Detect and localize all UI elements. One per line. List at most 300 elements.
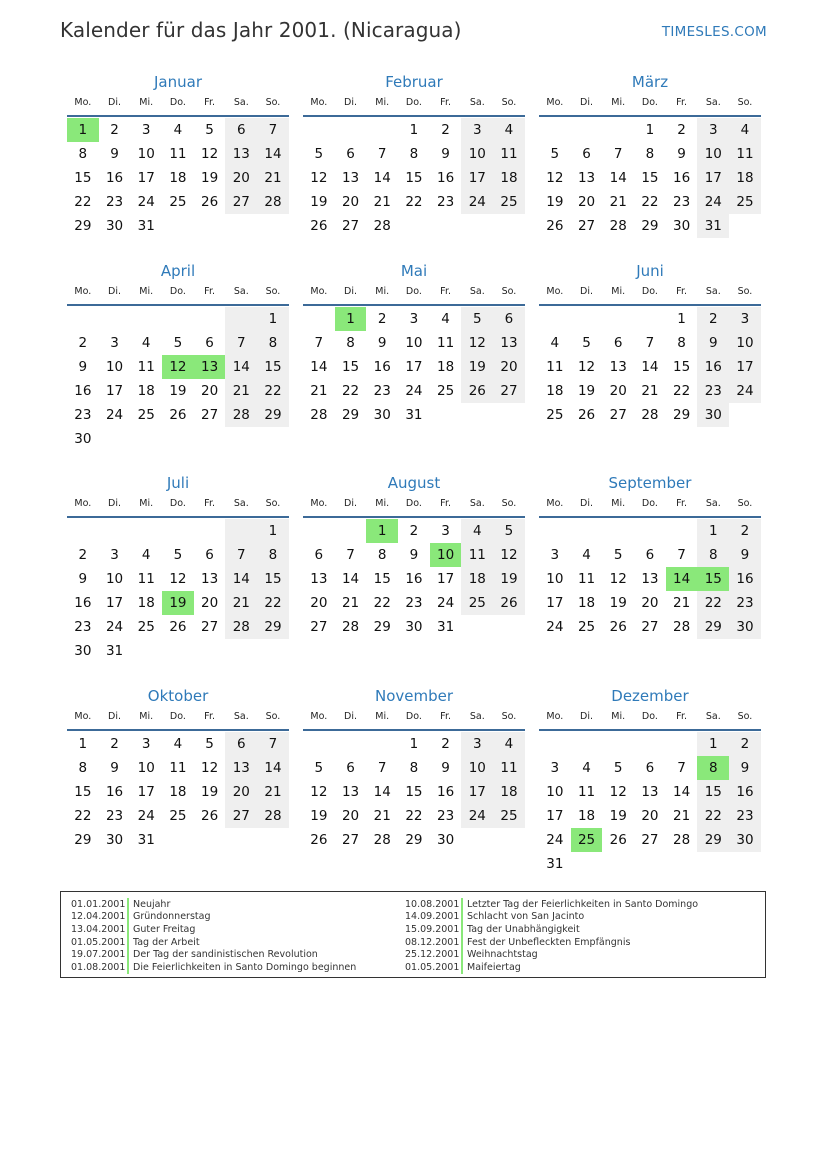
empty-cell: [571, 732, 603, 756]
day-cell: 11: [169, 146, 187, 162]
day-cell: 30: [373, 407, 391, 423]
day-cell: 20: [641, 808, 659, 824]
weekday-label: Do.: [169, 711, 186, 722]
day-cell: 7: [346, 547, 355, 563]
day-cell: 5: [613, 547, 623, 563]
weekday-label: Do.: [405, 286, 422, 297]
empty-cell: [493, 615, 525, 639]
day-cell: 17: [729, 355, 761, 379]
empty-cell: [666, 852, 698, 876]
day-cell: 6: [582, 146, 591, 162]
day-cell: 22: [257, 379, 289, 403]
day-cell: 30: [697, 403, 729, 427]
legend-entry: [405, 911, 698, 924]
empty-cell: [130, 519, 162, 543]
day-cell: 6: [346, 760, 355, 776]
day-cell: 12: [310, 170, 328, 186]
empty-cell: [225, 828, 257, 852]
day-cell: 1: [645, 122, 655, 138]
day-cell: 20: [225, 780, 257, 804]
empty-cell: [225, 307, 257, 331]
weekday-label: Do.: [169, 286, 186, 297]
weekday-label: Mo.: [310, 711, 328, 722]
legend-marker: [127, 948, 129, 961]
day-cell: 28: [225, 615, 257, 639]
month-name: Januar: [154, 73, 202, 91]
day-cell: 31: [137, 832, 155, 848]
weekday-label: Di.: [344, 97, 358, 108]
empty-cell: [571, 519, 603, 543]
brand-link[interactable]: TIMESLES.COM: [661, 24, 767, 40]
legend-entry: [405, 948, 698, 961]
day-cell: 23: [105, 808, 124, 824]
weekday-label: So.: [737, 286, 753, 297]
day-cell: 12: [310, 784, 328, 800]
day-grid: [539, 307, 761, 427]
month-name: Mai: [400, 262, 428, 280]
day-cell: 11: [577, 571, 596, 587]
day-cell: 19: [609, 595, 627, 611]
empty-cell: [130, 639, 162, 663]
weekday-header: [303, 93, 525, 117]
legend-entry: [71, 898, 356, 911]
day-cell: 27: [341, 832, 360, 848]
legend-marker: [461, 948, 463, 961]
day-cell: 12: [169, 571, 187, 587]
page-title: Kalender für das Jahr 2001. (Nicaragua): [60, 18, 462, 42]
day-cell: 13: [225, 756, 257, 780]
weekday-label: Fr.: [440, 286, 451, 297]
day-cell: 27: [641, 832, 659, 848]
weekday-header: [539, 93, 761, 117]
empty-cell: [194, 519, 226, 543]
weekday-label: Fr.: [440, 711, 451, 722]
day-cell: 23: [729, 591, 761, 615]
day-cell: 17: [461, 780, 493, 804]
weekday-label: Di.: [580, 97, 594, 108]
empty-cell: [99, 307, 131, 331]
day-cell: 28: [257, 190, 289, 214]
day-cell: 22: [641, 194, 659, 210]
legend-holiday-name: Die Feierlichkeiten in Santo Domingo beginnen: [133, 961, 357, 973]
legend-holiday-name: Tag der Unabhängigkeit: [467, 923, 580, 935]
weekday-label: Mo.: [310, 498, 328, 509]
day-cell: 16: [697, 355, 729, 379]
day-cell: 18: [577, 808, 596, 824]
weekday-label: Do.: [641, 97, 658, 108]
legend-marker: [127, 961, 129, 974]
empty-cell: [666, 732, 698, 756]
day-cell: 25: [577, 619, 596, 635]
empty-cell: [257, 427, 289, 451]
day-cell: 3: [110, 547, 119, 563]
legend-date: 01.05.2001: [405, 961, 460, 973]
legend-column-right: [405, 898, 698, 974]
day-cell: 4: [582, 547, 591, 563]
legend-date: 19.07.2001: [71, 949, 126, 961]
day-cell: 11: [137, 359, 155, 375]
day-cell: 27: [341, 218, 360, 234]
day-cell: 23: [673, 194, 691, 210]
weekday-header: [303, 707, 525, 731]
legend-entry: [405, 923, 698, 936]
day-cell: 22: [697, 804, 729, 828]
empty-cell: [634, 307, 666, 331]
day-cell: 27: [225, 190, 257, 214]
day-cell: 22: [341, 383, 360, 399]
empty-cell: [225, 427, 257, 451]
day-cell: 24: [729, 379, 761, 403]
day-cell: 4: [493, 732, 525, 756]
day-cell: 16: [437, 170, 455, 186]
day-cell: 7: [257, 118, 289, 142]
legend-date: 10.08.2001: [405, 898, 460, 910]
day-cell: 18: [169, 784, 187, 800]
weekday-label: Mo.: [546, 97, 564, 108]
day-cell: 26: [546, 218, 564, 234]
day-cell: 24: [137, 808, 155, 824]
day-cell: 3: [441, 523, 450, 539]
weekday-label: Mo.: [546, 711, 564, 722]
empty-cell: [602, 519, 634, 543]
day-cell: 8: [409, 760, 419, 776]
day-cell: 31: [105, 643, 124, 659]
weekday-label: Di.: [580, 498, 594, 509]
day-cell: 10: [105, 571, 124, 587]
weekday-label: Do.: [641, 286, 658, 297]
weekday-label: Do.: [641, 498, 658, 509]
day-grid: [67, 732, 289, 852]
day-cell: 5: [314, 146, 324, 162]
day-grid: [303, 519, 525, 639]
day-cell: 10: [546, 571, 564, 587]
weekday-label: So.: [737, 498, 753, 509]
day-cell: 31: [437, 619, 455, 635]
weekday-header: [67, 282, 289, 306]
day-cell: 22: [405, 194, 423, 210]
day-cell: 1: [409, 122, 419, 138]
holiday-day-cell: 15: [697, 567, 729, 591]
day-cell: 23: [437, 194, 455, 210]
day-cell: 26: [577, 407, 596, 423]
empty-cell: [257, 828, 289, 852]
empty-cell: [257, 214, 289, 238]
empty-cell: [602, 732, 634, 756]
legend-entry: [71, 948, 356, 961]
empty-cell: [162, 828, 194, 852]
day-cell: 25: [729, 190, 761, 214]
day-cell: 18: [437, 359, 455, 375]
day-cell: 25: [461, 591, 493, 615]
day-cell: 8: [346, 335, 355, 351]
weekday-label: Fr.: [204, 97, 215, 108]
day-cell: 31: [405, 407, 423, 423]
weekday-label: Di.: [580, 286, 594, 297]
day-cell: 27: [609, 407, 627, 423]
day-cell: 13: [341, 170, 360, 186]
empty-cell: [539, 519, 571, 543]
day-cell: 22: [673, 383, 691, 399]
day-cell: 25: [169, 808, 187, 824]
day-cell: 17: [137, 170, 155, 186]
day-cell: 18: [137, 595, 155, 611]
day-cell: 21: [673, 595, 691, 611]
day-cell: 28: [373, 832, 391, 848]
day-cell: 3: [409, 311, 419, 327]
empty-cell: [303, 307, 335, 331]
month-name: Februar: [385, 73, 443, 91]
day-cell: 3: [461, 118, 493, 142]
day-cell: 26: [461, 379, 493, 403]
day-cell: 26: [310, 218, 328, 234]
weekday-label: Mi.: [611, 286, 626, 297]
day-cell: 26: [609, 832, 627, 848]
legend-entry: [71, 923, 356, 936]
day-cell: 3: [550, 760, 560, 776]
empty-cell: [539, 732, 571, 756]
legend-holiday-name: Maifeiertag: [467, 961, 521, 973]
day-cell: 19: [493, 567, 525, 591]
day-cell: 5: [493, 519, 525, 543]
day-cell: 30: [729, 615, 761, 639]
day-cell: 9: [110, 146, 119, 162]
weekday-label: So.: [737, 97, 753, 108]
weekday-label: Do.: [641, 711, 658, 722]
day-cell: 30: [437, 832, 455, 848]
weekday-label: Sa.: [233, 97, 249, 108]
weekday-label: Fr.: [676, 97, 687, 108]
day-cell: 25: [493, 804, 525, 828]
day-cell: 6: [493, 307, 525, 331]
day-cell: 28: [373, 218, 391, 234]
month-5: [303, 260, 525, 427]
empty-cell: [461, 214, 493, 238]
day-cell: 1: [697, 732, 729, 756]
day-grid: [67, 519, 289, 663]
legend-marker: [461, 936, 463, 949]
day-cell: 8: [677, 335, 686, 351]
day-cell: 24: [137, 194, 155, 210]
weekday-label: Sa.: [469, 286, 485, 297]
day-cell: 11: [493, 756, 525, 780]
empty-cell: [225, 639, 257, 663]
day-cell: 28: [257, 804, 289, 828]
weekday-label: Do.: [405, 711, 422, 722]
weekday-label: So.: [501, 97, 517, 108]
holiday-day-cell: 25: [571, 828, 603, 852]
legend-date: 01.08.2001: [71, 961, 126, 973]
day-cell: 31: [546, 856, 564, 872]
day-cell: 31: [697, 214, 729, 238]
weekday-header: [539, 707, 761, 731]
day-cell: 16: [105, 170, 124, 186]
weekday-label: Di.: [344, 286, 358, 297]
day-cell: 5: [550, 146, 560, 162]
weekday-label: So.: [737, 711, 753, 722]
day-cell: 24: [546, 619, 564, 635]
day-cell: 15: [673, 359, 691, 375]
day-cell: 14: [373, 170, 391, 186]
day-cell: 17: [105, 383, 124, 399]
day-cell: 18: [546, 383, 564, 399]
weekday-label: Di.: [108, 286, 122, 297]
day-cell: 29: [74, 218, 92, 234]
day-cell: 19: [546, 194, 564, 210]
weekday-label: Sa.: [233, 498, 249, 509]
day-cell: 5: [205, 122, 214, 138]
day-cell: 21: [341, 595, 360, 611]
holiday-day-cell: 8: [697, 756, 729, 780]
weekday-label: Mi.: [375, 97, 390, 108]
day-cell: 30: [105, 218, 124, 234]
day-cell: 21: [609, 194, 627, 210]
day-grid: [539, 519, 761, 639]
weekday-label: So.: [265, 286, 281, 297]
day-cell: 26: [609, 619, 627, 635]
empty-cell: [634, 852, 666, 876]
day-cell: 9: [697, 331, 729, 355]
day-cell: 3: [550, 547, 560, 563]
empty-cell: [257, 639, 289, 663]
day-cell: 16: [74, 595, 92, 611]
month-7: [67, 472, 289, 663]
day-cell: 23: [729, 804, 761, 828]
legend-entry: [405, 936, 698, 949]
day-cell: 26: [493, 591, 525, 615]
weekday-label: Do.: [405, 498, 422, 509]
day-cell: 7: [613, 146, 623, 162]
legend-holiday-name: Gründonnerstag: [133, 911, 211, 923]
weekday-label: Sa.: [469, 97, 485, 108]
day-grid: [303, 118, 525, 238]
empty-cell: [493, 403, 525, 427]
month-6: [539, 260, 761, 427]
legend-marker: [461, 911, 463, 924]
weekday-label: So.: [501, 711, 517, 722]
weekday-label: Mi.: [375, 498, 390, 509]
day-cell: 28: [310, 407, 328, 423]
day-cell: 29: [697, 828, 729, 852]
day-cell: 11: [546, 359, 564, 375]
weekday-label: Sa.: [469, 498, 485, 509]
weekday-label: Sa.: [469, 711, 485, 722]
empty-cell: [398, 214, 430, 238]
weekday-label: Di.: [108, 711, 122, 722]
day-cell: 2: [78, 335, 88, 351]
day-grid: [67, 118, 289, 238]
day-cell: 4: [582, 760, 591, 776]
legend-date: 01.01.2001: [71, 898, 126, 910]
day-cell: 26: [201, 808, 219, 824]
day-cell: 29: [405, 832, 423, 848]
month-12: [539, 685, 761, 876]
day-cell: 10: [461, 756, 493, 780]
weekday-label: Mo.: [74, 498, 92, 509]
day-cell: 24: [437, 595, 455, 611]
day-cell: 6: [225, 118, 257, 142]
day-cell: 14: [641, 359, 659, 375]
legend-marker: [461, 923, 463, 936]
weekday-header: [67, 93, 289, 117]
day-cell: 19: [461, 355, 493, 379]
empty-cell: [162, 639, 194, 663]
day-cell: 13: [641, 784, 659, 800]
day-cell: 13: [310, 571, 328, 587]
day-cell: 3: [141, 736, 151, 752]
weekday-header: [539, 494, 761, 518]
empty-cell: [194, 828, 226, 852]
day-cell: 9: [78, 359, 88, 375]
day-cell: 11: [493, 142, 525, 166]
day-cell: 9: [441, 760, 450, 776]
day-cell: 16: [729, 780, 761, 804]
day-cell: 25: [137, 407, 155, 423]
day-cell: 27: [577, 218, 596, 234]
day-cell: 13: [225, 142, 257, 166]
weekday-label: Sa.: [705, 286, 721, 297]
day-cell: 10: [105, 359, 124, 375]
empty-cell: [571, 852, 603, 876]
day-cell: 20: [341, 194, 360, 210]
month-11: [303, 685, 525, 852]
day-cell: 5: [173, 335, 183, 351]
empty-cell: [194, 639, 226, 663]
weekday-label: Mo.: [74, 97, 92, 108]
weekday-label: Di.: [580, 711, 594, 722]
weekday-label: Mo.: [546, 286, 564, 297]
day-cell: 9: [677, 146, 686, 162]
day-cell: 22: [697, 591, 729, 615]
day-cell: 8: [78, 146, 88, 162]
day-cell: 9: [110, 760, 119, 776]
empty-cell: [602, 118, 634, 142]
day-grid: [67, 307, 289, 451]
day-cell: 21: [373, 808, 391, 824]
day-cell: 29: [673, 407, 691, 423]
day-cell: 14: [609, 170, 627, 186]
empty-cell: [130, 307, 162, 331]
day-cell: 11: [169, 760, 187, 776]
empty-cell: [67, 519, 99, 543]
weekday-header: [67, 494, 289, 518]
day-cell: 20: [641, 595, 659, 611]
legend-date: 15.09.2001: [405, 923, 460, 935]
day-cell: 29: [641, 218, 659, 234]
weekday-label: Mi.: [139, 286, 154, 297]
day-cell: 4: [173, 122, 183, 138]
empty-cell: [194, 307, 226, 331]
weekday-label: Mo.: [310, 97, 328, 108]
day-cell: 10: [461, 142, 493, 166]
day-cell: 27: [225, 804, 257, 828]
day-cell: 4: [141, 335, 151, 351]
month-10: [67, 685, 289, 852]
day-cell: 19: [169, 383, 187, 399]
day-cell: 14: [373, 784, 391, 800]
weekday-header: [539, 282, 761, 306]
day-cell: 1: [257, 519, 289, 543]
day-cell: 2: [110, 122, 119, 138]
empty-cell: [430, 214, 462, 238]
month-name: Dezember: [611, 687, 689, 705]
day-grid: [303, 307, 525, 427]
day-cell: 21: [373, 194, 391, 210]
day-cell: 25: [437, 383, 455, 399]
weekday-label: Fr.: [204, 498, 215, 509]
day-cell: 18: [137, 383, 155, 399]
legend-entry: [405, 898, 698, 911]
weekday-label: Mi.: [611, 97, 626, 108]
